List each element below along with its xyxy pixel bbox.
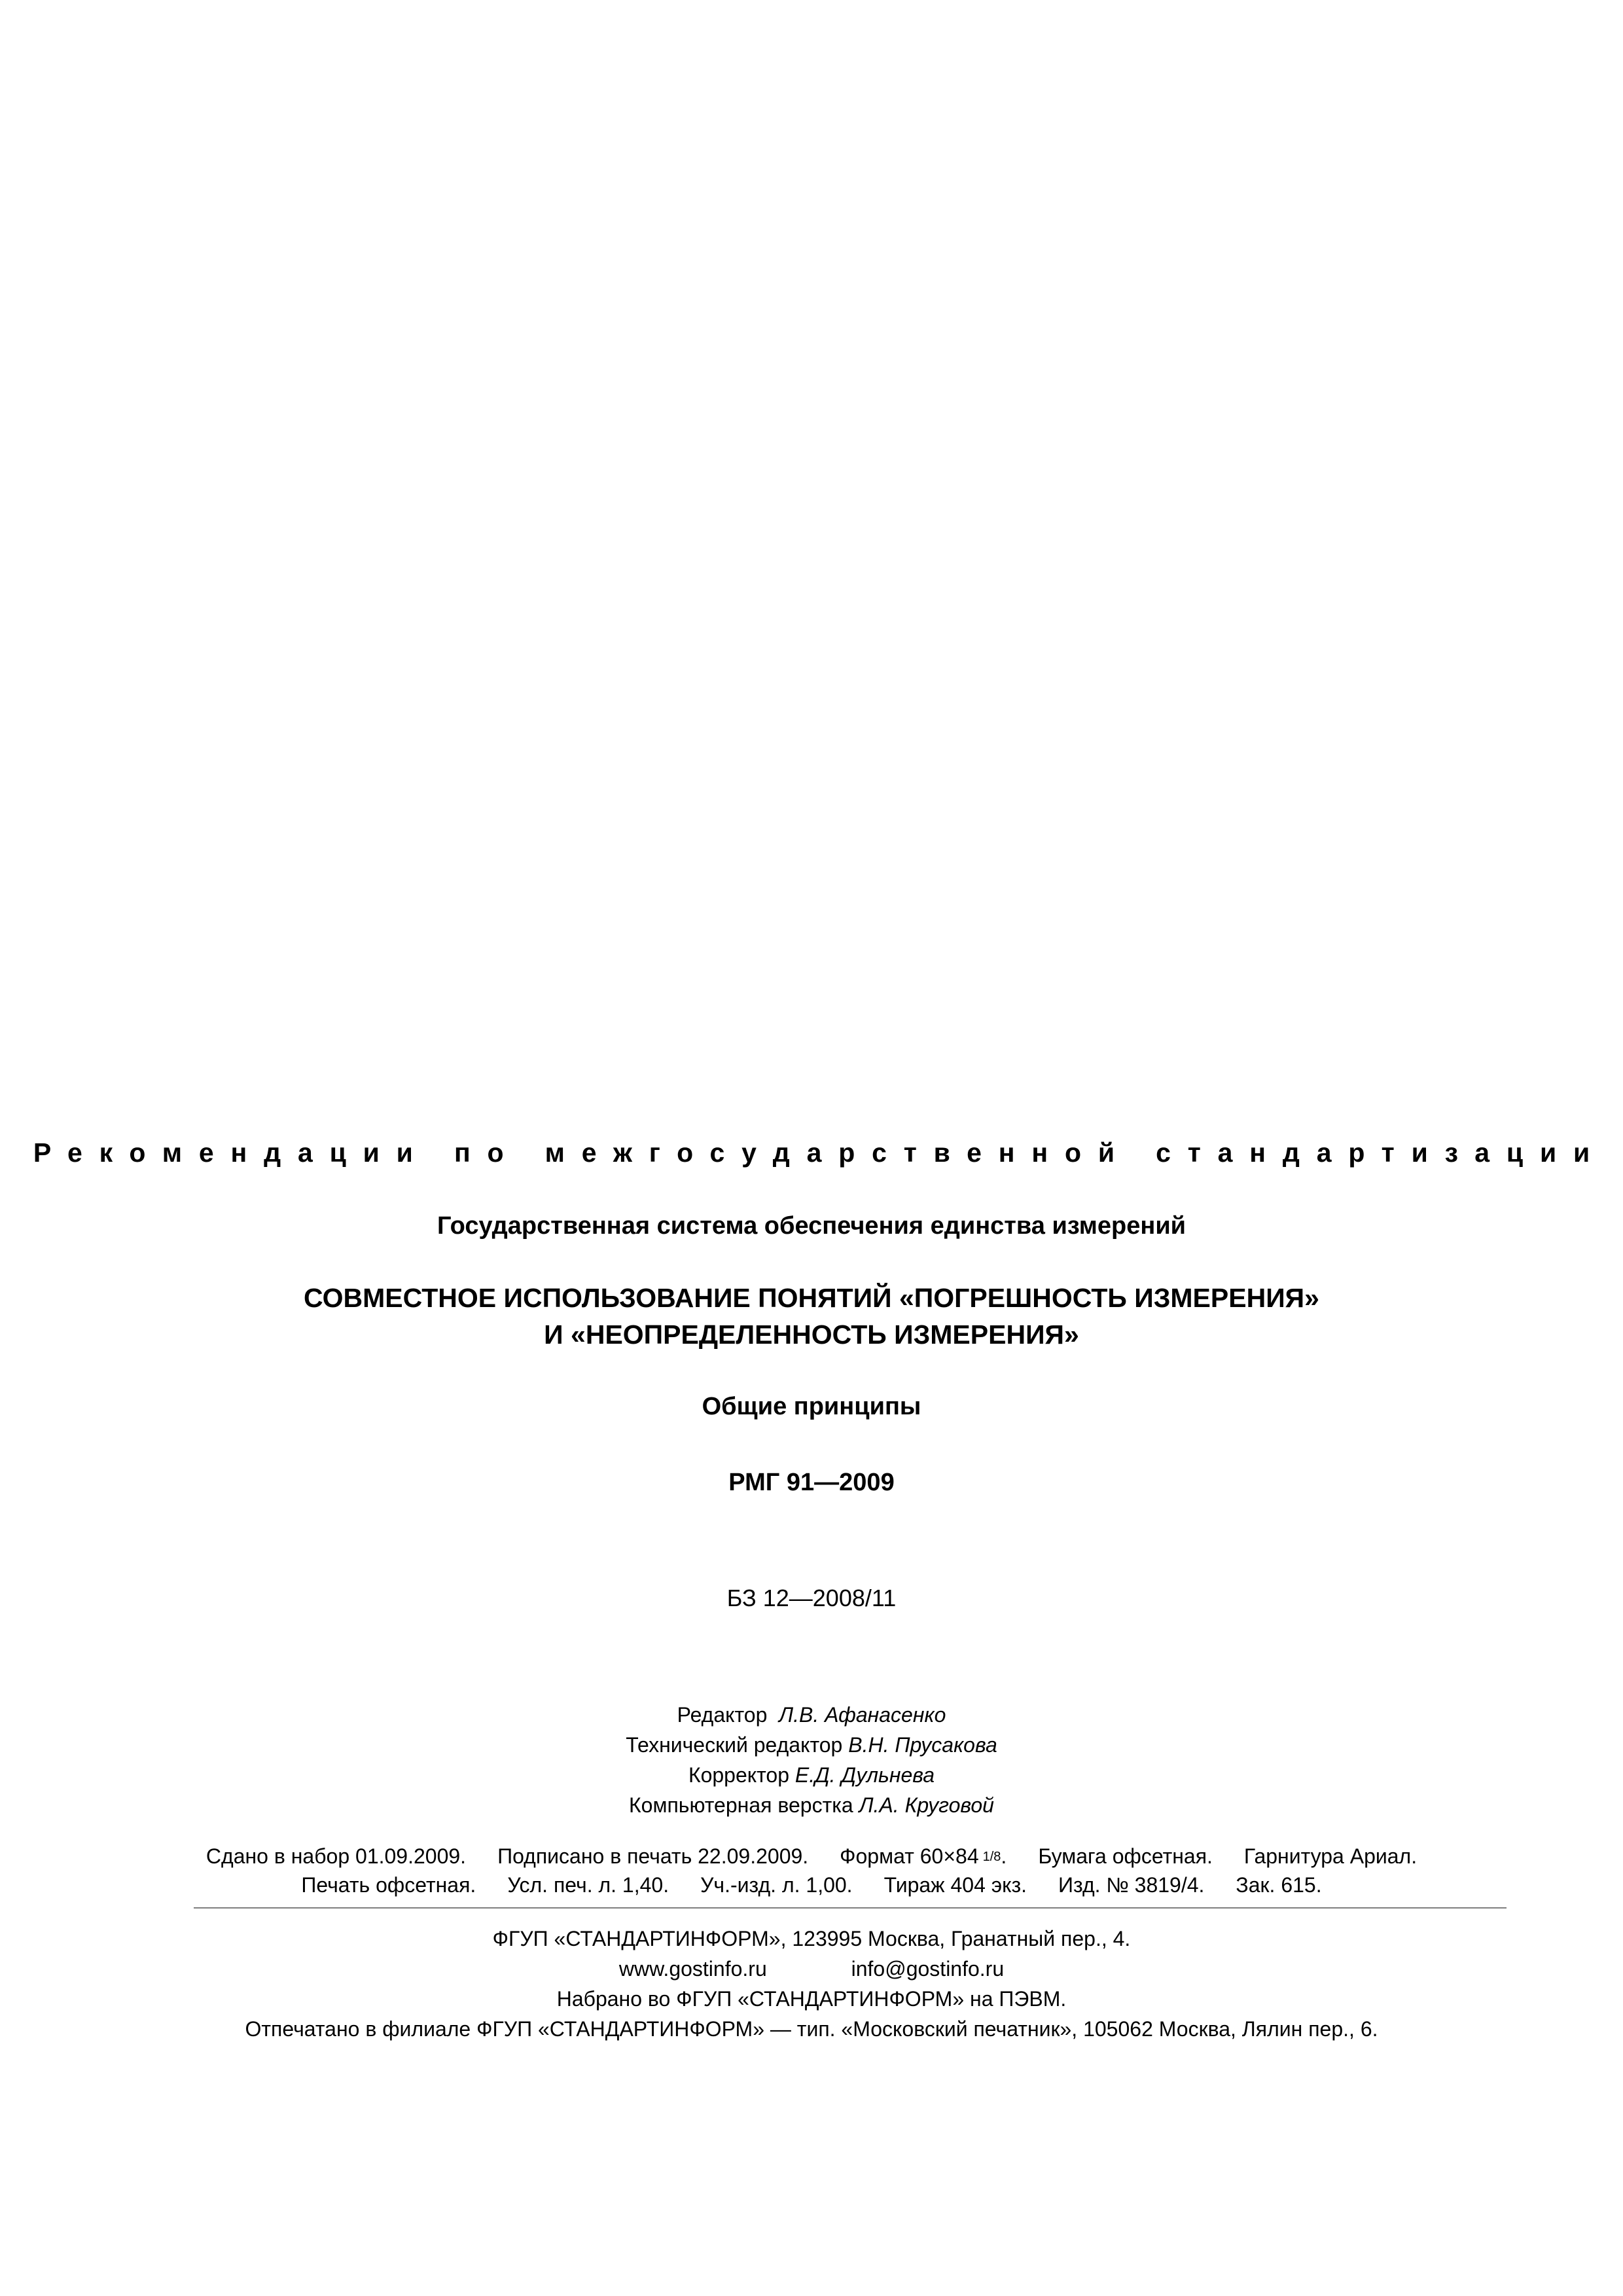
staff-layout — [0, 1793, 1623, 1818]
publisher-contacts — [0, 1957, 1623, 1981]
document-code: РМГ 91—2009 — [728, 1469, 895, 1496]
publisher-address: ФГУП «СТАНДАРТИНФОРМ», 123995 Москва, Гранатный пер., 4. — [492, 1927, 1131, 1950]
series-heading: Рекомендации по межгосударственной стандартизации — [33, 1138, 1607, 1168]
issue-number: Изд. № 3819/4. — [1058, 1873, 1205, 1897]
staff-proofreader — [0, 1763, 1623, 1787]
copies-count: Тираж 404 экз. — [883, 1873, 1027, 1897]
order-number: Зак. 615. — [1236, 1873, 1322, 1897]
staff-name: В.Н. Прусакова — [848, 1733, 997, 1757]
document-subtitle: Общие принципы — [702, 1393, 921, 1420]
staff-name: Е.Д. Дульнева — [794, 1763, 935, 1787]
typeface: Гарнитура Ариал. — [1243, 1844, 1418, 1868]
format-fraction: 1/8 — [982, 1850, 1001, 1864]
document-title-line-1: СОВМЕСТНОЕ ИСПОЛЬЗОВАНИЕ ПОНЯТИЙ «ПОГРЕШНОСТЬ ИЗМЕРЕНИЯ» — [304, 1283, 1319, 1313]
print-method: Печать офсетная. — [301, 1873, 476, 1897]
print-info-row-1 — [0, 1844, 1623, 1869]
document-title-line-2: И «НЕОПРЕДЕЛЕННОСТЬ ИЗМЕРЕНИЯ» — [544, 1319, 1079, 1350]
printed-sheets: Усл. печ. л. 1,40. — [507, 1873, 669, 1897]
staff-technical-editor — [0, 1733, 1623, 1757]
staff-name: Л.В. Афанасенко — [779, 1703, 946, 1727]
bz-number: БЗ 12—2008/11 — [726, 1585, 897, 1611]
sent-to-typeset: Сдано в набор 01.09.2009. — [205, 1844, 467, 1868]
publisher-email[interactable]: info@gostinfo.ru — [851, 1957, 1005, 1981]
staff-role: Компьютерная верстка — [629, 1793, 853, 1817]
staff-name: Л.А. Круговой — [859, 1793, 994, 1817]
printing-house-info: Отпечатано в филиале ФГУП «СТАНДАРТИНФОРМ» — тип. «Московский печатник», 105062 Москва, Лялин пер., 6. — [245, 2017, 1378, 2041]
staff-role: Редактор — [677, 1703, 768, 1727]
edition-sheets: Уч.-изд. л. 1,00. — [700, 1873, 853, 1897]
publisher-website[interactable]: www.gostinfo.ru — [618, 1957, 767, 1981]
staff-role: Корректор — [688, 1763, 790, 1787]
system-heading: Государственная система обеспечения единства измерений — [437, 1212, 1186, 1240]
divider-line — [194, 1907, 1507, 1909]
typeset-info: Набрано во ФГУП «СТАНДАРТИНФОРМ» на ПЭВМ. — [556, 1987, 1067, 2011]
print-info-row-2 — [0, 1873, 1623, 1897]
paper-format: Формат 60×84 1/8. — [840, 1844, 1007, 1868]
staff-editor — [0, 1703, 1623, 1727]
signed-to-print: Подписано в печать 22.09.2009. — [497, 1844, 809, 1868]
staff-role: Технический редактор — [626, 1733, 843, 1757]
paper-type: Бумага офсетная. — [1038, 1844, 1213, 1868]
